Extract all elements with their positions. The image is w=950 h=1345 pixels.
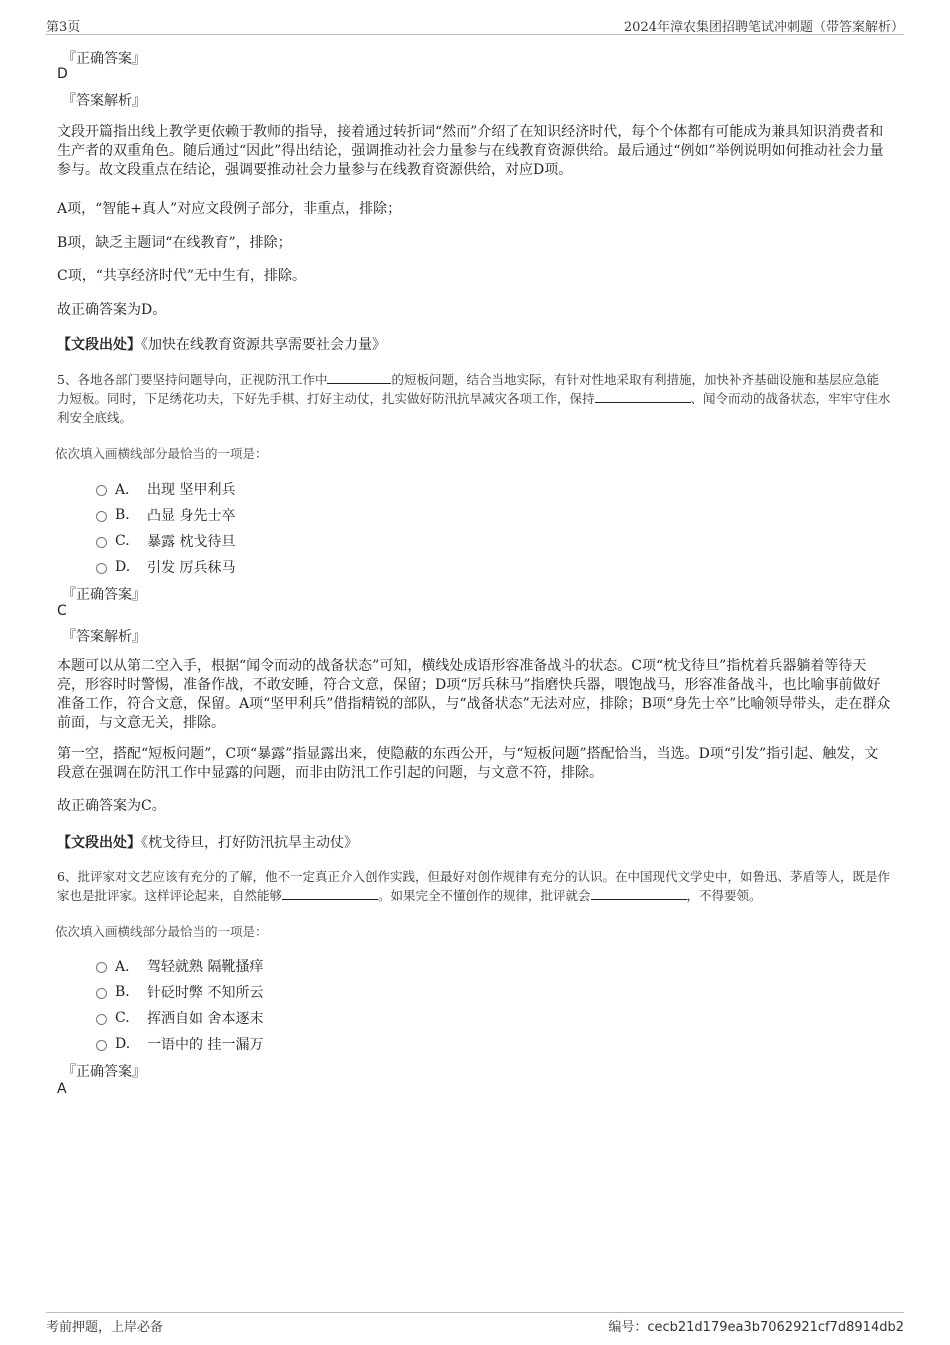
q6-option-a[interactable]	[96, 956, 263, 976]
q6-prompt: 依次填入画横线部分最恰当的一项是：	[55, 924, 268, 939]
correct-answer-label: 『正确答案』	[62, 51, 146, 67]
q5-blank-2	[595, 390, 691, 403]
q5-stem-part-1: 5、各地各部门要坚持问题导向，正视防汛工作中	[57, 372, 328, 387]
q5-stem	[57, 370, 891, 427]
page-number: 第3页	[46, 20, 81, 35]
footer-slogan: 考前押题，上岸必备	[46, 1320, 164, 1335]
radio-icon[interactable]	[96, 962, 107, 973]
q6-stem-part-3: ，不得要领。	[686, 888, 762, 903]
correct-answer-label: 『正确答案』	[62, 1064, 146, 1080]
q5-option-d[interactable]	[96, 557, 235, 577]
analysis-label: 『答案解析』	[62, 629, 146, 645]
q4-note-b: B项，缺乏主题词“在线教育”，排除；	[57, 235, 292, 251]
option-key: B.	[115, 984, 130, 1000]
radio-icon[interactable]	[96, 537, 107, 548]
option-key: D.	[115, 1036, 131, 1052]
q5-analysis-1: 本题可以从第二空入手，根据“闻令而动的战备状态”可知，横线处成语形容准备战斗的状态。C项“枕戈待旦”指枕着兵器躺着等待天亮，形容时时警惕，准备作战，不敢安睡，符合文意，保留；D项“厉兵秣马”指磨快兵器，喂饱战马，形容准备战斗，也比喻事前做好准备工作，符合文意，保留。A项“坚甲利兵”借指精锐的部队，与“战备状态”无法对应，排除；B项“身先士卒”比喻领导带头，走在群众前面，与文意无关，排除。	[57, 658, 891, 731]
radio-icon[interactable]	[96, 988, 107, 999]
page-footer	[46, 1312, 904, 1337]
option-text: 凸显 身先士卒	[147, 508, 236, 524]
q4-analysis: 文段开篇指出线上教学更依赖于教师的指导，接着通过转折词“然而”介绍了在知识经济时代，每个个体都有可能成为兼具知识消费者和生产者的双重角色。随后通过“因此”得出结论，强调推动社会力量参与在线教育资源供给。最后通过“例如”举例说明如何推动社会力量参与。故文段重点在结论，强调要推动社会力量参与在线教育资源供给，对应D项。	[57, 124, 884, 178]
q5-stem-part-3: 、闻令而动的战备状态，牢牢守住水利安全底线。	[57, 391, 891, 425]
radio-icon[interactable]	[96, 511, 107, 522]
code-value: cecb21d179ea3b7062921cf7d8914db2	[647, 1320, 904, 1335]
q4-answer: D	[57, 66, 68, 82]
correct-answer-label: 『正确答案』	[62, 587, 146, 603]
option-text: 针砭时弊 不知所云	[147, 985, 264, 1001]
option-key: C.	[115, 533, 130, 549]
q5-option-a[interactable]	[96, 479, 235, 499]
option-key: C.	[115, 1010, 130, 1026]
q6-stem-part-2: 。如果完全不懂创作的规律，批评就会	[378, 888, 591, 903]
radio-icon[interactable]	[96, 1014, 107, 1025]
option-text: 出现 坚甲利兵	[147, 482, 236, 498]
q6-answer: A	[57, 1081, 67, 1097]
radio-icon[interactable]	[96, 1040, 107, 1051]
q4-note-c: C项，“共享经济时代”无中生有，排除。	[57, 268, 307, 284]
q6-option-d[interactable]	[96, 1034, 263, 1054]
source-title: 《加快在线教育资源共享需要社会力量》	[141, 337, 386, 353]
q5-option-c[interactable]	[96, 531, 235, 551]
q6-stem-part-1: 6、批评家对文艺应该有充分的了解，他不一定真正介入创作实践，但最好对创作规律有充分的认识。在中国现代文学史中，如鲁迅、茅盾等人，既是作家也是批评家。这样评论起来，自然能够	[57, 869, 890, 903]
source-title: 《枕戈待旦，打好防汛抗旱主动仗》	[141, 835, 358, 851]
code-label: 编号：	[608, 1320, 648, 1335]
option-key: A．	[115, 482, 140, 498]
q6-option-c[interactable]	[96, 1008, 263, 1028]
option-text: 驾轻就熟 隔靴搔痒	[147, 959, 264, 975]
option-key: A．	[115, 959, 140, 975]
q5-analysis-2: 第一空，搭配“短板问题”，C项“暴露”指显露出来，使隐蔽的东西公开，与“短板问题”搭配恰当，当选。D项“引发”指引起、触发，文段意在强调在防汛工作中显露的问题，而非由防汛工作引起的问题，与文意不符，排除。	[57, 746, 879, 781]
q6-stem	[57, 867, 891, 905]
option-text: 挥洒自如 舍本逐末	[147, 1011, 264, 1027]
option-key: D.	[115, 559, 131, 575]
q6-option-b[interactable]	[96, 982, 263, 1002]
q5-source	[57, 832, 358, 852]
radio-icon[interactable]	[96, 485, 107, 496]
q4-conclusion: 故正确答案为D。	[57, 302, 167, 318]
radio-icon[interactable]	[96, 563, 107, 574]
page-header	[46, 14, 904, 35]
option-key: B.	[115, 507, 130, 523]
option-text: 一语中的 挂一漏万	[147, 1037, 264, 1053]
source-prefix: 【文段出处】	[57, 337, 141, 353]
q6-blank-1	[282, 887, 378, 900]
q4-source	[57, 334, 386, 354]
q5-conclusion: 故正确答案为C。	[57, 798, 166, 814]
q5-prompt: 依次填入画横线部分最恰当的一项是：	[55, 446, 268, 461]
analysis-label: 『答案解析』	[62, 93, 146, 109]
q4-note-a: A项，“智能+真人”对应文段例子部分，非重点，排除；	[57, 201, 402, 217]
source-prefix: 【文段出处】	[57, 835, 141, 851]
q6-blank-2	[591, 887, 687, 900]
q5-answer: C	[57, 603, 67, 619]
document-code	[608, 1316, 904, 1335]
q5-option-b[interactable]	[96, 505, 235, 525]
option-text: 暴露 枕戈待旦	[147, 534, 236, 550]
option-text: 引发 厉兵秣马	[147, 560, 236, 576]
document-title: 2024年漳农集团招聘笔试冲刺题（带答案解析）	[623, 20, 904, 35]
q5-blank-1	[327, 371, 391, 384]
q5-stem-part-2: 的短板问题，结合当地实际，有针对性地采取有利措施，加快补齐基础设施和基层应急能力短板。同时，下足绣花功夫，下好先手棋、打好主动仗，扎实做好防汛抗旱减灾各项工作，保持	[57, 372, 879, 406]
